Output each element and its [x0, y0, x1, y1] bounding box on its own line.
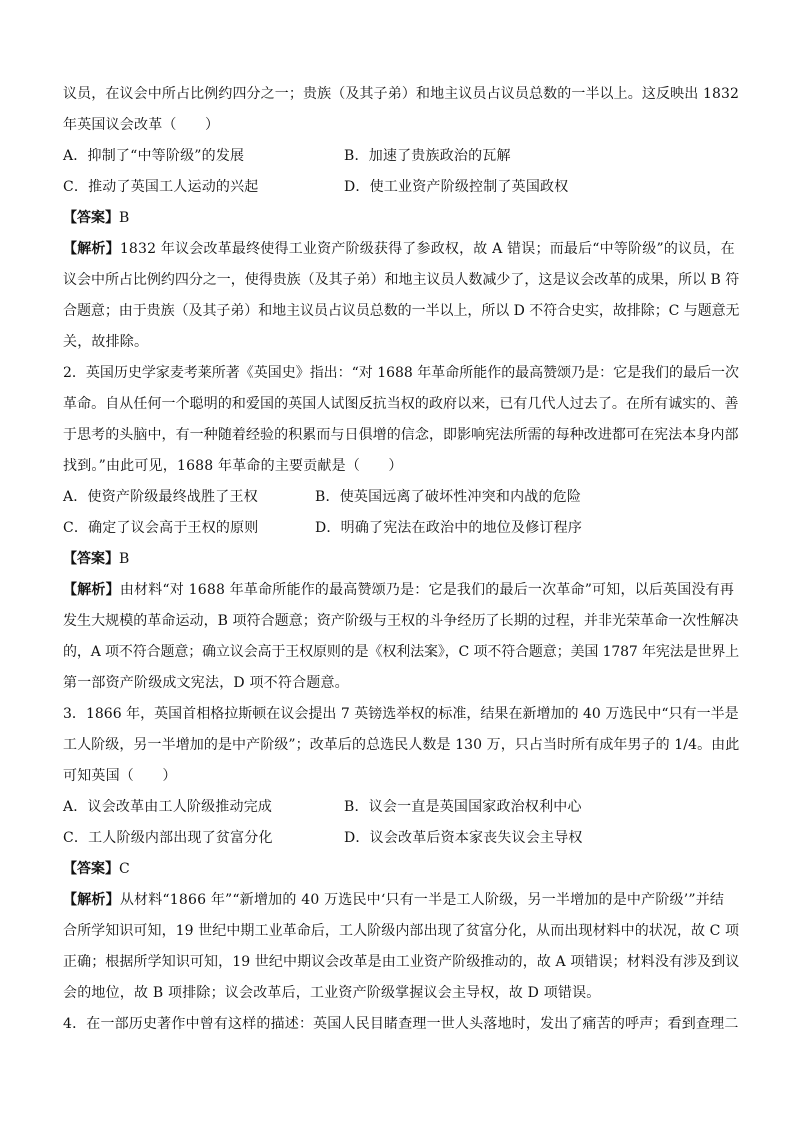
question-3-option-b: B．议会一直是英国国家政治权利中心 — [344, 799, 582, 815]
answer-tag: 【答案】 — [63, 551, 119, 567]
question-2-analysis-line: 的，A 项不符合题意；确立议会高于王权原则的是《权利法案》，C 项不符合题意；美国 1787 年宪法是世界上 — [63, 644, 740, 660]
answer-tag: 【答案】 — [63, 210, 119, 226]
question-2-analysis — [63, 575, 739, 699]
question-2-option-c: C．确定了议会高于王权的原则 — [63, 520, 259, 536]
analysis-text: 从材料“1866 年”“新增加的 40 万选民中‘只有一半是工人阶级，另一半增加的是中产阶级’”并结 — [119, 892, 725, 908]
question-3-answer — [63, 854, 739, 885]
question-3-stem-line: 3．1866 年，英国首相格拉斯顿在议会提出 7 英镑选举权的标准，结果在新增加的 40 万选民中“只有一半是 — [63, 706, 739, 722]
analysis-tag: 【解析】 — [63, 892, 120, 908]
document-page — [63, 79, 739, 1040]
question-2-option-a: A．使资产阶级最终战胜了王权 — [63, 489, 258, 505]
answer-value: C — [119, 861, 130, 877]
question-2-stem-line: 于思考的头脑中，有一种随着经验的积累而与日俱增的信念，即影响宪法所需的每种改进都可在宪法本身内部 — [63, 427, 739, 443]
question-3-options-row-1 — [63, 792, 739, 823]
question-3-option-c: C．工人阶级内部出现了贫富分化 — [63, 830, 273, 846]
question-1-options-row-2 — [63, 172, 739, 203]
question-2-analysis-line — [63, 575, 739, 606]
analysis-text: 由材料“对 1688 年革命所能作的最高赞颂乃是：它是我们的最后一次革命”可知，以后英国没有再 — [119, 582, 735, 598]
question-3-option-a: A．议会改革由工人阶级推动完成 — [63, 799, 273, 815]
analysis-tag: 【解析】 — [63, 582, 120, 598]
question-3-analysis-line: 正确；根据所学知识可知，19 世纪中期议会改革是由工业资产阶级推动的，故 A 项错误；材料没有涉及到议 — [63, 954, 740, 970]
answer-value: B — [119, 210, 130, 226]
question-2-options-row-2 — [63, 513, 739, 544]
question-1-answer — [63, 203, 739, 234]
question-1-option-d: D．使工业资产阶级控制了英国政权 — [344, 179, 569, 195]
question-1-analysis — [63, 234, 739, 358]
analysis-tag: 【解析】 — [63, 241, 120, 257]
question-1-option-c: C．推动了英国工人运动的兴起 — [63, 179, 259, 195]
question-2-stem-line: 2．英国历史学家麦考莱所著《英国史》指出：“对 1688 年革命所能作的最高赞颂乃是：它是我们的最后一次 — [63, 365, 739, 381]
analysis-text: 1832 年议会改革最终使得工业资产阶级获得了参政权，故 A 错误；而最后“中等阶级”的议员，在 — [119, 241, 735, 257]
question-3-analysis-line: 合所学知识可知，19 世纪中期工业革命后，工人阶级内部出现了贫富分化，从而出现材料中的状况，故 C 项 — [63, 923, 740, 939]
question-3-option-d: D．议会改革后资本家丧失议会主导权 — [344, 830, 583, 846]
question-3-stem — [63, 699, 739, 792]
question-3-analysis-line: 会的地位，故 B 项排除；议会改革后，工业资产阶级掌握议会主导权，故 D 项错误。 — [63, 985, 601, 1001]
answer-tag: 【答案】 — [63, 861, 119, 877]
question-3-options-row-2 — [63, 823, 739, 854]
question-4-stem — [63, 1009, 739, 1040]
question-1-analysis-line: 合题意；由于贵族（及其子弟）和地主议员占议员总数的一半以上，所以 D 不符合史实，故排除；C 与题意无 — [63, 303, 740, 319]
question-1-options-row-1 — [63, 141, 739, 172]
question-2-stem — [63, 358, 739, 482]
question-1-analysis-line: 议会中所占比例约四分之一，使得贵族（及其子弟）和地主议员人数减少了，这是议会改革的成果，所以 B 符 — [63, 272, 740, 288]
question-1-stem-line: 议员，在议会中所占比例约四分之一；贵族（及其子弟）和地主议员占议员总数的一半以上。这反映出 1832 — [63, 86, 740, 102]
question-2-option-b: B．使英国远离了破坏性冲突和内战的危险 — [315, 489, 582, 505]
question-1-stem — [63, 79, 739, 141]
question-2-analysis-line: 第一部资产阶级成文宪法，D 项不符合题意。 — [63, 675, 349, 691]
question-3-analysis — [63, 885, 739, 1009]
answer-value: B — [119, 551, 130, 567]
question-3-stem-line: 工人阶级，另一半增加的是中产阶级”；改革后的总选民人数是 130 万，只占当时所有成年男子的 1/4。由此 — [63, 737, 740, 753]
question-2-answer — [63, 544, 739, 575]
question-1-analysis-line — [63, 234, 739, 265]
question-3-analysis-line — [63, 885, 739, 916]
question-2-analysis-line: 发生大规模的革命运动，B 项符合题意；资产阶级与王权的斗争经历了长期的过程，并非光荣革命一次性解决 — [63, 613, 739, 629]
question-1-analysis-line: 关，故排除。 — [63, 334, 149, 350]
question-2-options-row-1 — [63, 482, 739, 513]
question-2-option-d: D．明确了宪法在政治中的地位及修订程序 — [315, 520, 583, 536]
question-4-stem-line: 4．在一部历史著作中曾有这样的描述：英国人民目睹查理一世人头落地时，发出了痛苦的呼声；看到查理二 — [63, 1016, 739, 1032]
question-1-option-a: A．抑制了“中等阶级”的发展 — [63, 148, 245, 164]
question-1-stem-line: 年英国议会改革（ ） — [63, 117, 220, 133]
question-3-stem-line: 可知英国（ ） — [63, 768, 177, 784]
question-2-stem-line: 找到。”由此可见，1688 年革命的主要贡献是（ ） — [63, 458, 403, 474]
question-1-option-b: B．加速了贵族政治的瓦解 — [344, 148, 511, 164]
question-2-stem-line: 革命。自从任何一个聪明的和爱国的英国人试图反抗当权的政府以来，已有几代人过去了。在所有诚实的、善 — [63, 396, 739, 412]
